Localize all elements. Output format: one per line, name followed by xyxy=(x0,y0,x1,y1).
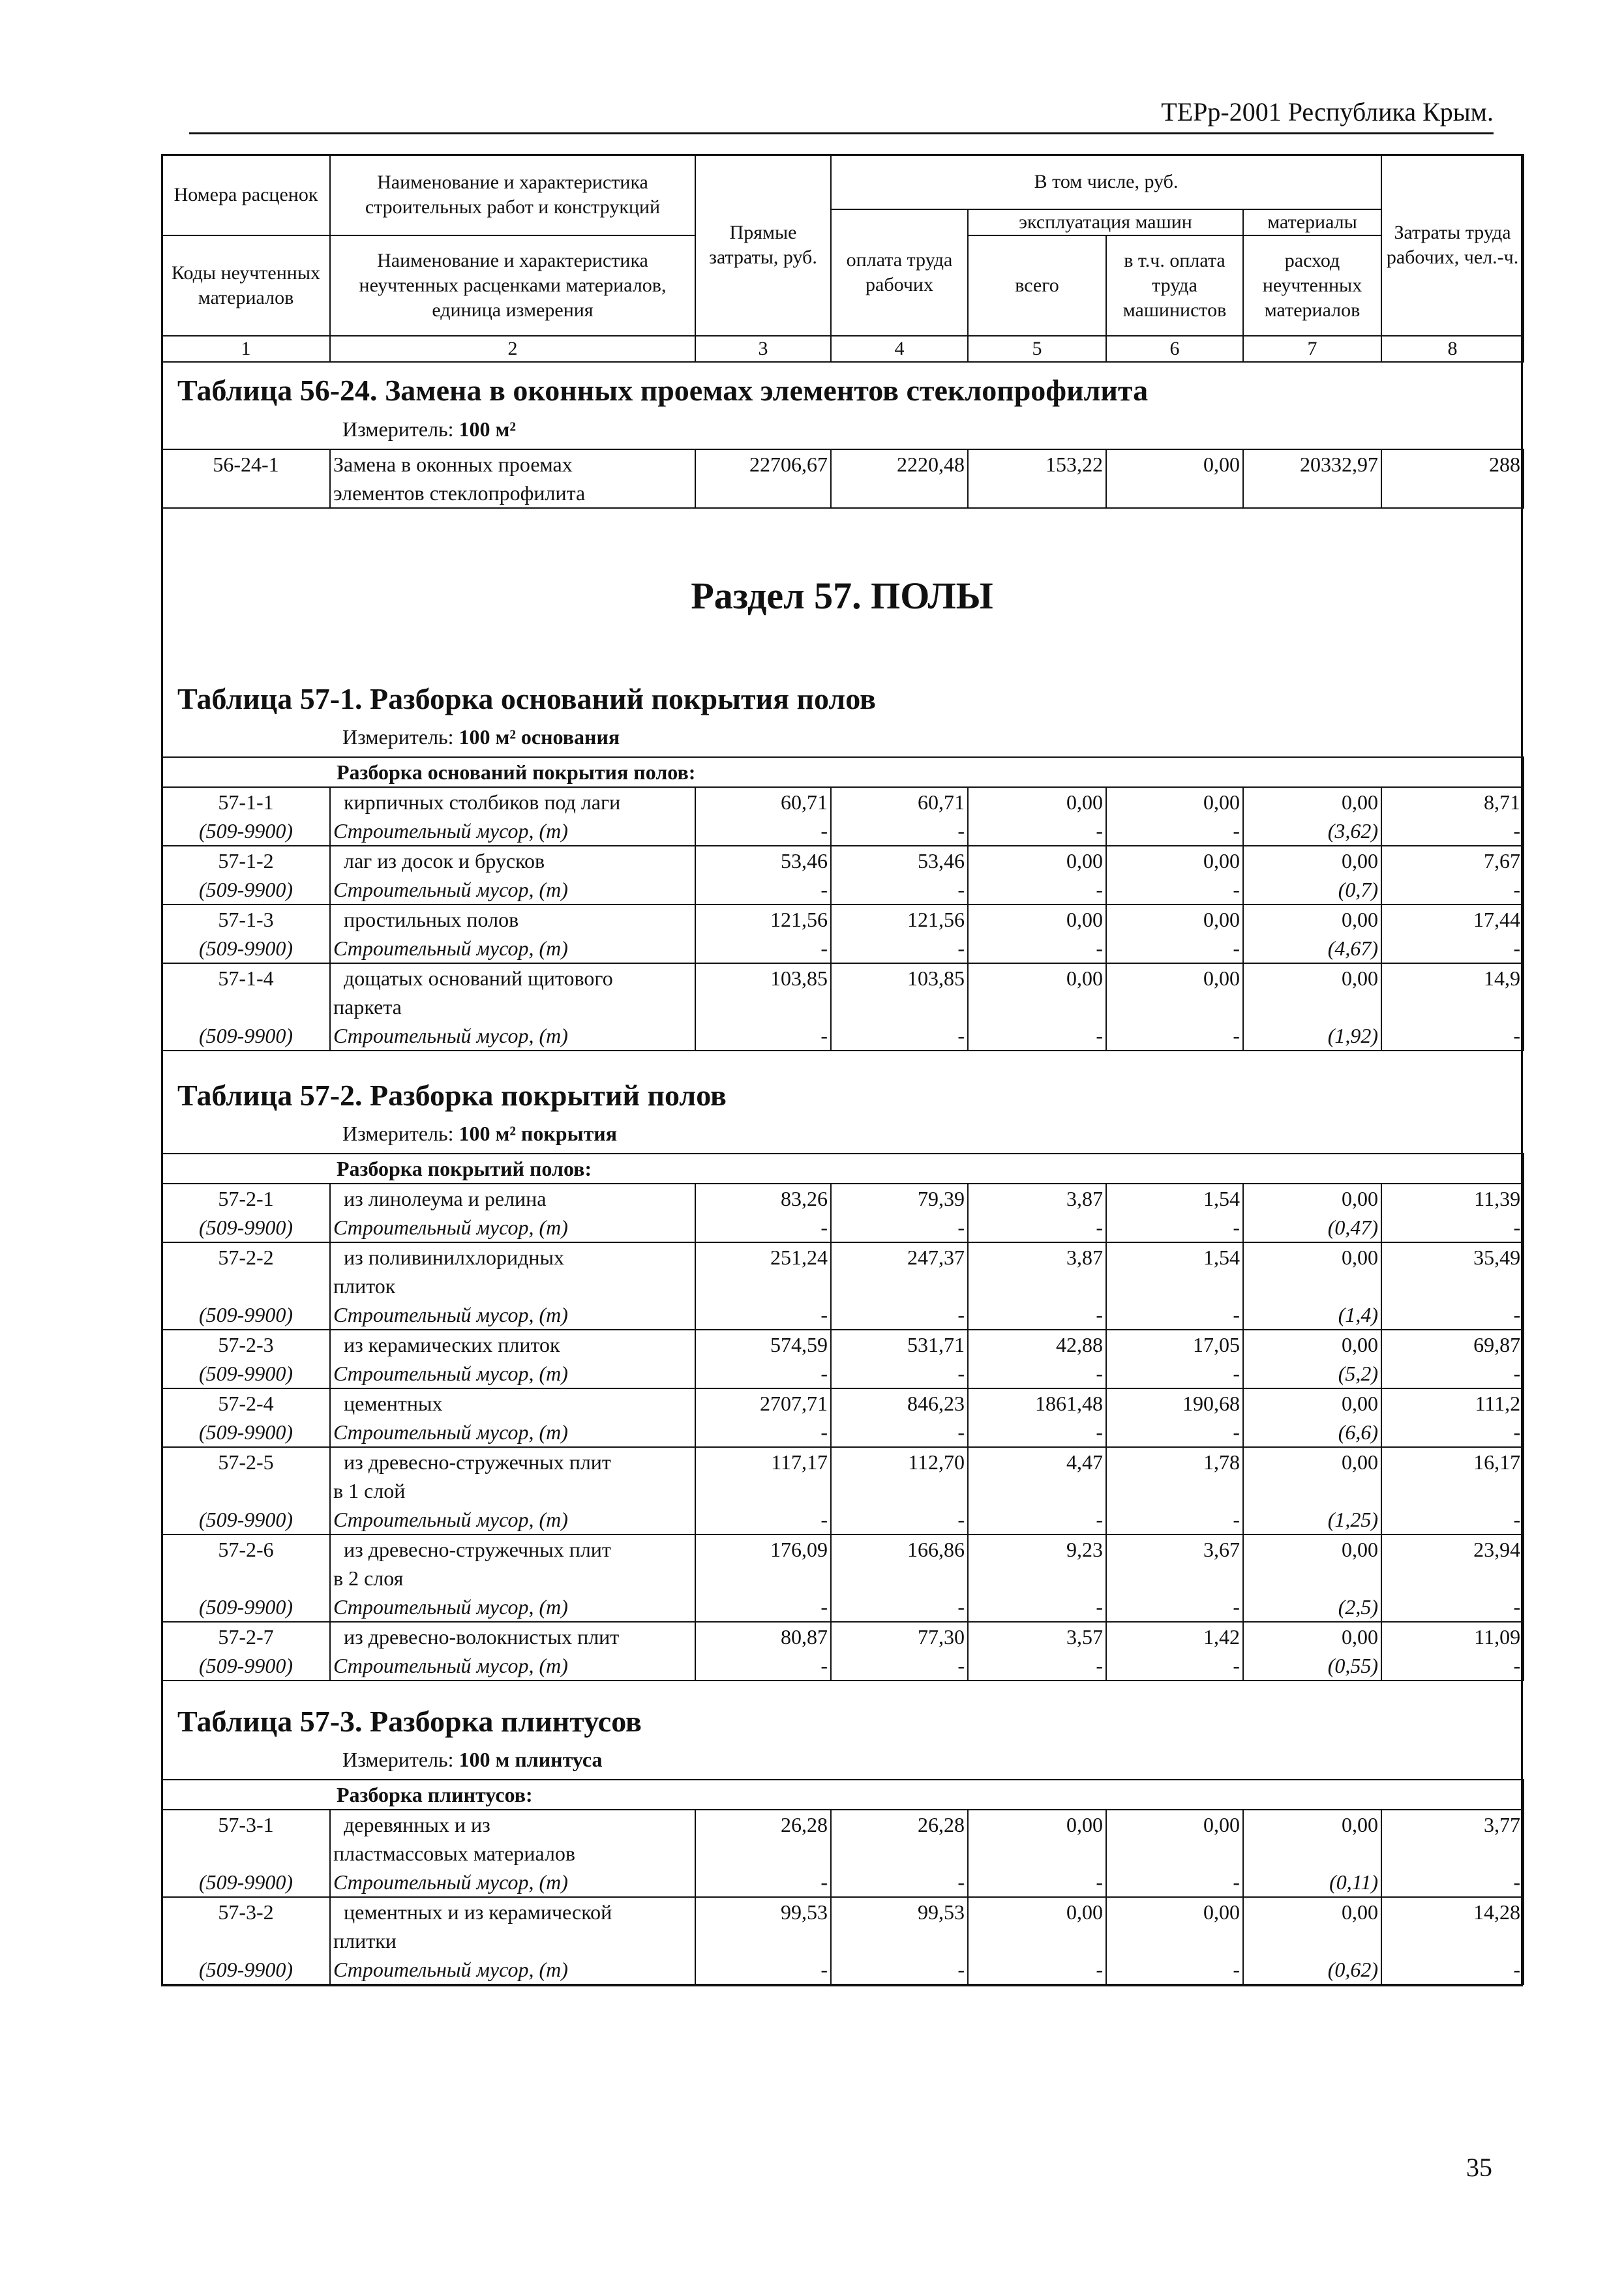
material-name: Строительный мусор, (т) xyxy=(330,1418,695,1447)
material-code: (509-9900) xyxy=(162,1955,330,1984)
material-name: Строительный мусор, (т) xyxy=(330,1213,695,1242)
table-title-57-3: Таблица 57-3. Разборка плинтусов xyxy=(177,1705,642,1738)
rate-name: из поливинилхлоридных плиток xyxy=(330,1242,695,1300)
empty-value: - xyxy=(1106,1359,1243,1388)
empty-value: - xyxy=(831,875,968,905)
empty-value: - xyxy=(695,816,831,846)
empty-value: - xyxy=(968,1213,1106,1242)
hdr-machines: эксплуатация машин xyxy=(968,209,1243,235)
empty-value: - xyxy=(1106,816,1243,846)
hdr-name-top: Наименование и характеристика строительных работ и конструкций xyxy=(330,155,695,235)
value-materials: 0,00 xyxy=(1243,1897,1381,1955)
material-code: (509-9900) xyxy=(162,1300,330,1330)
rate-name: из древесно-волокнистых плит xyxy=(330,1622,695,1651)
empty-value: - xyxy=(831,1955,968,1984)
material-code: (509-9900) xyxy=(162,1359,330,1388)
value-labor: 16,17 xyxy=(1381,1447,1524,1505)
material-name: Строительный мусор, (т) xyxy=(330,1593,695,1622)
value-operators: 3,67 xyxy=(1106,1534,1243,1593)
empty-value: - xyxy=(695,1955,831,1984)
table-row xyxy=(162,449,1524,508)
table-row xyxy=(162,905,1524,934)
hdr-labor: Затраты труда рабочих, чел.-ч. xyxy=(1381,155,1524,336)
material-row xyxy=(162,1418,1524,1447)
value-materials: 0,00 xyxy=(1243,905,1381,934)
empty-value: - xyxy=(695,1651,831,1681)
value-wages: 99,53 xyxy=(831,1897,968,1955)
material-code: (509-9900) xyxy=(162,875,330,905)
empty-value: - xyxy=(968,816,1106,846)
rate-code: 57-2-2 xyxy=(162,1242,330,1300)
table-row xyxy=(162,1447,1524,1505)
value-operators: 0,00 xyxy=(1106,449,1243,508)
value-operators: 1,78 xyxy=(1106,1447,1243,1505)
material-name: Строительный мусор, (т) xyxy=(330,1300,695,1330)
empty-value: - xyxy=(695,1868,831,1897)
hdr-codes-top: Номера расценок xyxy=(162,155,330,235)
value-direct: 83,26 xyxy=(695,1184,831,1213)
rate-code: 57-2-6 xyxy=(162,1534,330,1593)
material-quantity: (0,7) xyxy=(1243,875,1381,905)
empty-value: - xyxy=(1381,1213,1524,1242)
material-quantity: (5,2) xyxy=(1243,1359,1381,1388)
value-wages: 846,23 xyxy=(831,1388,968,1418)
empty-value: - xyxy=(695,1300,831,1330)
material-code: (509-9900) xyxy=(162,1868,330,1897)
material-row xyxy=(162,1868,1524,1897)
col-number: 1 xyxy=(162,336,330,362)
material-code: (509-9900) xyxy=(162,1593,330,1622)
empty-value: - xyxy=(695,1593,831,1622)
empty-value: - xyxy=(1106,934,1243,963)
empty-value: - xyxy=(968,875,1106,905)
material-row xyxy=(162,1505,1524,1534)
rate-name: из линолеума и релина xyxy=(330,1184,695,1213)
value-machines: 1861,48 xyxy=(968,1388,1106,1418)
rate-code: 57-1-2 xyxy=(162,846,330,875)
empty-value: - xyxy=(695,1418,831,1447)
empty-value: - xyxy=(1381,1868,1524,1897)
value-direct: 2707,71 xyxy=(695,1388,831,1418)
empty-value: - xyxy=(695,1213,831,1242)
material-code: (509-9900) xyxy=(162,1021,330,1051)
empty-value: - xyxy=(695,1359,831,1388)
empty-value: - xyxy=(1106,875,1243,905)
value-wages: 77,30 xyxy=(831,1622,968,1651)
value-operators: 17,05 xyxy=(1106,1330,1243,1359)
material-row xyxy=(162,816,1524,846)
value-wages: 53,46 xyxy=(831,846,968,875)
group-header-row xyxy=(162,1780,1524,1810)
value-operators: 1,54 xyxy=(1106,1184,1243,1213)
value-materials: 0,00 xyxy=(1243,1388,1381,1418)
value-labor: 111,2 xyxy=(1381,1388,1524,1418)
empty-value: - xyxy=(968,934,1106,963)
empty-value: - xyxy=(968,1955,1106,1984)
empty-value: - xyxy=(1106,1505,1243,1534)
material-name: Строительный мусор, (т) xyxy=(330,875,695,905)
value-machines: 3,87 xyxy=(968,1242,1106,1300)
value-operators: 1,42 xyxy=(1106,1622,1243,1651)
value-operators: 0,00 xyxy=(1106,1897,1243,1955)
table-row xyxy=(162,1242,1524,1300)
value-operators: 0,00 xyxy=(1106,787,1243,816)
value-materials: 0,00 xyxy=(1243,787,1381,816)
value-labor: 288 xyxy=(1381,449,1524,508)
material-code: (509-9900) xyxy=(162,1505,330,1534)
value-materials: 0,00 xyxy=(1243,963,1381,1021)
table-row xyxy=(162,1330,1524,1359)
material-quantity: (1,92) xyxy=(1243,1021,1381,1051)
empty-value: - xyxy=(831,1593,968,1622)
hdr-mat-unaccounted: расход неучтенных материалов xyxy=(1243,235,1381,336)
value-materials: 0,00 xyxy=(1243,1447,1381,1505)
col-number: 2 xyxy=(330,336,695,362)
empty-value: - xyxy=(831,816,968,846)
rates-table-56-24 xyxy=(161,449,1524,509)
rate-code: 57-3-2 xyxy=(162,1897,330,1955)
value-machines: 0,00 xyxy=(968,787,1106,816)
value-wages: 79,39 xyxy=(831,1184,968,1213)
value-machines: 0,00 xyxy=(968,905,1106,934)
table-row xyxy=(162,1534,1524,1593)
empty-value: - xyxy=(1381,1955,1524,1984)
value-wages: 112,70 xyxy=(831,1447,968,1505)
empty-value: - xyxy=(968,1505,1106,1534)
value-machines: 153,22 xyxy=(968,449,1106,508)
value-labor: 7,67 xyxy=(1381,846,1524,875)
empty-value: - xyxy=(968,1593,1106,1622)
empty-value: - xyxy=(1381,934,1524,963)
value-direct: 117,17 xyxy=(695,1447,831,1505)
empty-value: - xyxy=(1381,1593,1524,1622)
rate-code: 57-2-5 xyxy=(162,1447,330,1505)
rate-name: цементных xyxy=(330,1388,695,1418)
value-operators: 190,68 xyxy=(1106,1388,1243,1418)
empty-value: - xyxy=(968,1359,1106,1388)
value-materials: 0,00 xyxy=(1243,1810,1381,1868)
value-machines: 0,00 xyxy=(968,963,1106,1021)
rate-name: цементных и из керамической плитки xyxy=(330,1897,695,1955)
rate-name: из древесно-стружечных плит в 2 слоя xyxy=(330,1534,695,1593)
rate-name: кирпичных столбиков под лаги xyxy=(330,787,695,816)
empty-value: - xyxy=(1381,1300,1524,1330)
hdr-codes-bottom: Коды неучтенных материалов xyxy=(162,235,330,336)
value-machines: 9,23 xyxy=(968,1534,1106,1593)
value-wages: 166,86 xyxy=(831,1534,968,1593)
material-quantity: (0,55) xyxy=(1243,1651,1381,1681)
material-name: Строительный мусор, (т) xyxy=(330,1505,695,1534)
empty-value: - xyxy=(1106,1300,1243,1330)
material-quantity: (0,47) xyxy=(1243,1213,1381,1242)
empty-value: - xyxy=(968,1868,1106,1897)
empty-value: - xyxy=(968,1651,1106,1681)
rate-code: 57-2-3 xyxy=(162,1330,330,1359)
rate-code: 57-3-1 xyxy=(162,1810,330,1868)
empty-value: - xyxy=(695,875,831,905)
measure-57-2: Измеритель: 100 м² покрытия xyxy=(342,1122,618,1145)
value-labor: 3,77 xyxy=(1381,1810,1524,1868)
value-wages: 26,28 xyxy=(831,1810,968,1868)
empty-value: - xyxy=(1106,1955,1243,1984)
value-direct: 103,85 xyxy=(695,963,831,1021)
empty-value: - xyxy=(831,1359,968,1388)
value-direct: 176,09 xyxy=(695,1534,831,1593)
empty-value: - xyxy=(831,1418,968,1447)
col-number: 5 xyxy=(968,336,1106,362)
material-quantity: (6,6) xyxy=(1243,1418,1381,1447)
value-labor: 69,87 xyxy=(1381,1330,1524,1359)
empty-value: - xyxy=(1106,1021,1243,1051)
table-row xyxy=(162,1622,1524,1651)
material-row xyxy=(162,1359,1524,1388)
section-title: Раздел 57. ПОЛЫ xyxy=(691,575,993,617)
material-code: (509-9900) xyxy=(162,816,330,846)
group-header: Разборка плинтусов: xyxy=(330,1780,1524,1810)
empty-value: - xyxy=(831,1213,968,1242)
value-materials: 0,00 xyxy=(1243,1242,1381,1300)
empty-value: - xyxy=(1381,875,1524,905)
value-labor: 14,28 xyxy=(1381,1897,1524,1955)
group-header-row xyxy=(162,757,1524,787)
rate-code: 57-2-7 xyxy=(162,1622,330,1651)
value-labor: 11,09 xyxy=(1381,1622,1524,1651)
value-direct: 251,24 xyxy=(695,1242,831,1300)
material-row xyxy=(162,1300,1524,1330)
value-labor: 35,49 xyxy=(1381,1242,1524,1300)
rate-code: 57-1-3 xyxy=(162,905,330,934)
empty-value: - xyxy=(1106,1651,1243,1681)
material-name: Строительный мусор, (т) xyxy=(330,816,695,846)
col-number: 6 xyxy=(1106,336,1243,362)
material-row xyxy=(162,934,1524,963)
value-labor: 8,71 xyxy=(1381,787,1524,816)
col-number: 7 xyxy=(1243,336,1381,362)
hdr-operators: в т.ч. оплата труда машинистов xyxy=(1106,235,1243,336)
rate-name: деревянных и из пластмассовых материалов xyxy=(330,1810,695,1868)
value-direct: 121,56 xyxy=(695,905,831,934)
material-quantity: (0,11) xyxy=(1243,1868,1381,1897)
measure-56-24: Измеритель: 100 м² xyxy=(342,417,516,441)
value-operators: 0,00 xyxy=(1106,1810,1243,1868)
table-row xyxy=(162,846,1524,875)
empty-value: - xyxy=(1106,1868,1243,1897)
rate-code: 57-1-1 xyxy=(162,787,330,816)
hdr-including: В том числе, руб. xyxy=(831,155,1381,209)
col-number: 3 xyxy=(695,336,831,362)
table-title-57-1: Таблица 57-1. Разборка оснований покрытия полов xyxy=(177,682,876,715)
col-number: 8 xyxy=(1381,336,1524,362)
group-header: Разборка покрытий полов: xyxy=(330,1154,1524,1184)
value-wages: 531,71 xyxy=(831,1330,968,1359)
rates-table-57-3 xyxy=(161,1779,1524,1985)
value-wages: 121,56 xyxy=(831,905,968,934)
rates-table-57-1 xyxy=(161,756,1524,1051)
rate-name: из древесно-стружечных плит в 1 слой xyxy=(330,1447,695,1505)
empty-value: - xyxy=(695,1505,831,1534)
material-code: (509-9900) xyxy=(162,1651,330,1681)
empty-value: - xyxy=(1381,1505,1524,1534)
material-quantity: (1,25) xyxy=(1243,1505,1381,1534)
value-wages: 2220,48 xyxy=(831,449,968,508)
value-materials: 0,00 xyxy=(1243,1184,1381,1213)
rate-code: 57-2-4 xyxy=(162,1388,330,1418)
value-operators: 0,00 xyxy=(1106,905,1243,934)
value-direct: 99,53 xyxy=(695,1897,831,1955)
rate-code: 57-1-4 xyxy=(162,963,330,1021)
empty-value: - xyxy=(831,1868,968,1897)
material-row xyxy=(162,1955,1524,1984)
hdr-direct-costs: Прямые затраты, руб. xyxy=(695,155,831,336)
value-direct: 60,71 xyxy=(695,787,831,816)
rates-table-57-2 xyxy=(161,1153,1524,1681)
value-wages: 60,71 xyxy=(831,787,968,816)
material-row xyxy=(162,1213,1524,1242)
value-machines: 4,47 xyxy=(968,1447,1106,1505)
value-operators: 0,00 xyxy=(1106,846,1243,875)
rate-name: Замена в оконных проемах элементов стеклопрофилита xyxy=(330,449,695,508)
hdr-wages: оплата труда рабочих xyxy=(831,209,968,336)
table-row xyxy=(162,787,1524,816)
value-direct: 26,28 xyxy=(695,1810,831,1868)
value-machines: 3,87 xyxy=(968,1184,1106,1213)
empty-value: - xyxy=(831,1300,968,1330)
rate-name: простильных полов xyxy=(330,905,695,934)
value-direct: 80,87 xyxy=(695,1622,831,1651)
value-machines: 0,00 xyxy=(968,1810,1106,1868)
empty-value: - xyxy=(831,1021,968,1051)
empty-value: - xyxy=(1381,1021,1524,1051)
measure-57-3: Измеритель: 100 м плинтуса xyxy=(342,1748,603,1771)
value-materials: 0,00 xyxy=(1243,1534,1381,1593)
column-header-table xyxy=(161,154,1524,363)
empty-value: - xyxy=(1106,1213,1243,1242)
material-quantity: (3,62) xyxy=(1243,816,1381,846)
value-materials: 0,00 xyxy=(1243,1330,1381,1359)
material-name: Строительный мусор, (т) xyxy=(330,1955,695,1984)
empty-value: - xyxy=(831,1651,968,1681)
empty-value: - xyxy=(1106,1418,1243,1447)
material-quantity: (2,5) xyxy=(1243,1593,1381,1622)
value-operators: 0,00 xyxy=(1106,963,1243,1021)
table-row xyxy=(162,1388,1524,1418)
value-direct: 574,59 xyxy=(695,1330,831,1359)
group-header: Разборка оснований покрытия полов: xyxy=(330,757,1524,787)
hdr-name-bottom: Наименование и характеристика неучтенных расценками материалов, единица измерения xyxy=(330,235,695,336)
empty-value: - xyxy=(968,1418,1106,1447)
value-labor: 11,39 xyxy=(1381,1184,1524,1213)
group-header-spacer xyxy=(162,757,330,787)
value-machines: 3,57 xyxy=(968,1622,1106,1651)
header-rule xyxy=(189,132,1494,134)
empty-value: - xyxy=(968,1021,1106,1051)
rate-name: дощатых оснований щитового паркета xyxy=(330,963,695,1021)
table-row xyxy=(162,1184,1524,1213)
value-machines: 0,00 xyxy=(968,1897,1106,1955)
value-materials: 0,00 xyxy=(1243,1622,1381,1651)
empty-value: - xyxy=(968,1300,1106,1330)
material-code: (509-9900) xyxy=(162,934,330,963)
material-code: (509-9900) xyxy=(162,1418,330,1447)
value-direct: 53,46 xyxy=(695,846,831,875)
material-quantity: (0,62) xyxy=(1243,1955,1381,1984)
value-operators: 1,54 xyxy=(1106,1242,1243,1300)
empty-value: - xyxy=(1381,816,1524,846)
material-name: Строительный мусор, (т) xyxy=(330,1651,695,1681)
material-row xyxy=(162,1651,1524,1681)
material-row xyxy=(162,1021,1524,1051)
material-quantity: (1,4) xyxy=(1243,1300,1381,1330)
value-labor: 17,44 xyxy=(1381,905,1524,934)
hdr-machines-total: всего xyxy=(968,235,1106,336)
page-header: ТЕРр-2001 Республика Крым. xyxy=(1161,97,1494,127)
material-quantity: (4,67) xyxy=(1243,934,1381,963)
value-wages: 247,37 xyxy=(831,1242,968,1300)
value-materials: 20332,97 xyxy=(1243,449,1381,508)
value-machines: 42,88 xyxy=(968,1330,1106,1359)
hdr-materials: материалы xyxy=(1243,209,1381,235)
table-row xyxy=(162,963,1524,1021)
rate-code: 57-2-1 xyxy=(162,1184,330,1213)
value-labor: 14,9 xyxy=(1381,963,1524,1021)
rate-code: 56-24-1 xyxy=(162,449,330,508)
material-name: Строительный мусор, (т) xyxy=(330,1868,695,1897)
table-row xyxy=(162,1897,1524,1955)
value-materials: 0,00 xyxy=(1243,846,1381,875)
empty-value: - xyxy=(1106,1593,1243,1622)
empty-value: - xyxy=(695,934,831,963)
material-name: Строительный мусор, (т) xyxy=(330,1021,695,1051)
measure-57-1: Измеритель: 100 м² основания xyxy=(342,725,620,749)
rate-name: из керамических плиток xyxy=(330,1330,695,1359)
material-name: Строительный мусор, (т) xyxy=(330,1359,695,1388)
empty-value: - xyxy=(1381,1651,1524,1681)
empty-value: - xyxy=(1381,1359,1524,1388)
page-number: 35 xyxy=(1466,2153,1492,2182)
table-title-57-2: Таблица 57-2. Разборка покрытий полов xyxy=(177,1079,727,1112)
material-code: (509-9900) xyxy=(162,1213,330,1242)
group-header-row xyxy=(162,1154,1524,1184)
empty-value: - xyxy=(831,934,968,963)
material-row xyxy=(162,875,1524,905)
value-direct: 22706,67 xyxy=(695,449,831,508)
material-name: Строительный мусор, (т) xyxy=(330,934,695,963)
table-title-56-24: Таблица 56-24. Замена в оконных проемах элементов стеклопрофилита xyxy=(177,374,1149,407)
rate-name: лаг из досок и брусков xyxy=(330,846,695,875)
material-row xyxy=(162,1593,1524,1622)
group-header-spacer xyxy=(162,1154,330,1184)
table-row xyxy=(162,1810,1524,1868)
group-header-spacer xyxy=(162,1780,330,1810)
col-number: 4 xyxy=(831,336,968,362)
empty-value: - xyxy=(695,1021,831,1051)
value-wages: 103,85 xyxy=(831,963,968,1021)
empty-value: - xyxy=(1381,1418,1524,1447)
value-labor: 23,94 xyxy=(1381,1534,1524,1593)
value-machines: 0,00 xyxy=(968,846,1106,875)
empty-value: - xyxy=(831,1505,968,1534)
